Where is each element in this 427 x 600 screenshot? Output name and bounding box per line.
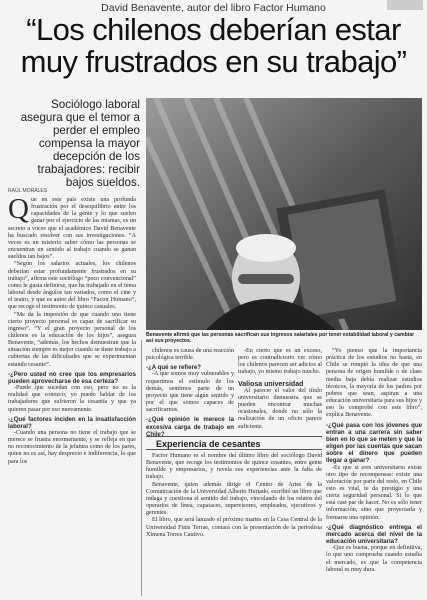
paragraph: Benavente, quien además dirige el Centro de Artes de la Comunicación de la Universidad Alberto Hurtado, escribió un libro que indaga y cuestiona el sentido del trabajo, vinculando de los relatos del operarios de línea, capataces, supervisores, empleados, ejecutivos y gerentes.: [146, 481, 322, 517]
interview-question: -¿Qué pasa con los jóvenes que entran a una carrera sin saber bien en lo que se meten y que la eligen por las cuentas que sacan sobre el dinero que pueden llegar a ganar?: [326, 421, 422, 465]
headline-line-2: muy frustrados en su trabajo”: [20, 44, 407, 79]
article-photo: [146, 98, 422, 330]
paragraph: Factor Humano es el nombre del último libro del sociólogo David Benavente, que recoge los testimonios de quince cesantes, entre gente humilde y empresarios, y revela sus experiencias ante la falta de trabajo.: [146, 453, 322, 481]
sidebar-box: [146, 453, 322, 539]
headline-line-1: “Los chilenos deberían estar: [26, 12, 401, 47]
paragraph: El libro, que será lanzado el próximo martes en la Casa Central de la Universidad Finis Terrae, contará con la presentación de la periodista Ximena Torres Cautivo.: [146, 517, 322, 538]
column-1: [8, 193, 136, 466]
interview-question: -¿Qué diagnóstico entrega el mercado acerca del nivel de la educación universitaria?: [326, 523, 422, 546]
interview-question: -¿Qué opinión le merece la excesiva carga de trabajo en Chile?: [146, 416, 234, 438]
article-headline: [8, 14, 419, 78]
interview-question: -¿Pero usted no cree que los empresarios pueden aprovecharse de esa certeza?: [8, 370, 136, 385]
column-divider: [141, 340, 142, 596]
article-deck: Sociólogo laboral asegura que el temor a perder el empleo compensa la mayor decepción de los trabajadores: recibir bajos sueldos.: [20, 98, 140, 189]
article-kicker: David Benavente, autor del libro Factor Humano: [101, 2, 326, 14]
interview-question: -¿Qué factores inciden en la insatisfacción laboral?: [8, 415, 136, 430]
interview-question: -¿A qué se refiere?: [146, 364, 201, 372]
interview-answer: -A que somos muy vulnerables y requerimos el estímulo de los demás, sentirnos parte de un proyecto que tiene algún sentido y por el que somos capaces de sacrificarnos.: [146, 371, 234, 414]
paragraph: -En cierto que es un exceso, pero es contradictorio ver cómo los chilenos parecen ser adictos al trabajo, yo mismo trabajo mucho.: [238, 348, 322, 376]
paragraph: “Me da la impresión de que cuando uno tiene cierto proyecto personal es capaz de sacrificar su ingreso”. “Y el gran proyecto personal de los chilenos es la educación de los hijos”, asegura Benavente, “además, los hechos demuestran que la situación siempre es mejor cuando se tiene trabajo a cubiertas de las dificultades que se experimentan estando cesante”.: [8, 311, 136, 368]
sidebar-box-title: Experiencia de cesantes: [146, 436, 322, 450]
paragraph: “Yo pienso que la importancia práctica de los estudios no basta, en Chile se rompió la idea de que una persona de origen humilde o de clase media baja debía realizar estudios técnicos, la mayoría de los padres por pobres que sean, aspiran a una educación universitaria para sus hijos y eso lo comprobé con este libro”, explica Benavente.: [326, 348, 422, 419]
section-subhead: Valiosa universidad: [238, 380, 304, 388]
photo-caption: Benavente afirmó que las personas sacrifican sus ingresos salariales por tener estabilidad laboral y cambiar así sus proyectos.: [146, 332, 415, 344]
paragraph: ue en este país existe una profunda frustración por el desequilibrio entre los capacidades de la gente y lo que suelen ganar por el ejercicio de las mismas, es un secreto a voces que el académico David Benavente ha buscado resolver con sus investigaciones. “A veces es un misterio saber cómo las personas se encuentran un sentido al trabajo cuando se ganan sueldos tan bajos”.: [8, 197, 136, 261]
column-4: [326, 348, 422, 574]
paragraph: “Según los salarios actuales, los chilenos deberían estar profundamente frustrados en su trabajo”, afirma este sociólogo “poco convencional” como le gusta definirse, que ha trabajado en el tema laboral desde ángulos tan variados, como el cine y el teatro, y que es autor del libro “Factor Humano”, que recoge el testimonio de quince casuales.: [8, 261, 136, 311]
column-2: [146, 348, 234, 438]
interview-answer: -Es que si eres universitario existe otro tipo de recompensas: existe una valoración por parte del resto, en Chile esto es vital, te da prestigio y una cierta seguridad personal. Si lo que está casi par de hacer. No es sólo tener información, sino que proyectarla y formarse una opinión.: [326, 464, 422, 521]
interview-answer: -Que es buena, porque en definitiva, lo que uno comprueba cuando estudia el mercado, es que la competencia laboral es muy dura.: [326, 545, 422, 573]
paragraph: chilenos es causa de una reacción psicológica terrible.: [146, 348, 234, 362]
byline: RAÚL MORALES: [8, 188, 47, 194]
interview-answer: -Puede que sucedan con eso, pero no es la realidad que conozco; yo puedo hablar de los trabajadores que sufrieron la cesantía y que ya quieren pasar por eso nuevamente.: [8, 385, 136, 413]
photo-portrait-icon: [146, 98, 422, 330]
column-3: [238, 348, 322, 431]
paragraph: Al parecer el valor del título universitario demuestra que se pueden encontrar muchas ocasionales, donde no sólo la realización de un oficio parece suficiente.: [238, 387, 322, 430]
dropcap: Q: [8, 193, 29, 225]
interview-answer: -Cuando una persona no tiene el trabajo que se merece se frustra enormemente, y se refleja en que no reconocimiento de la jefatura como de los pares, quien no es así, hay desprecio e indiferencia, lo que para los: [8, 430, 136, 465]
